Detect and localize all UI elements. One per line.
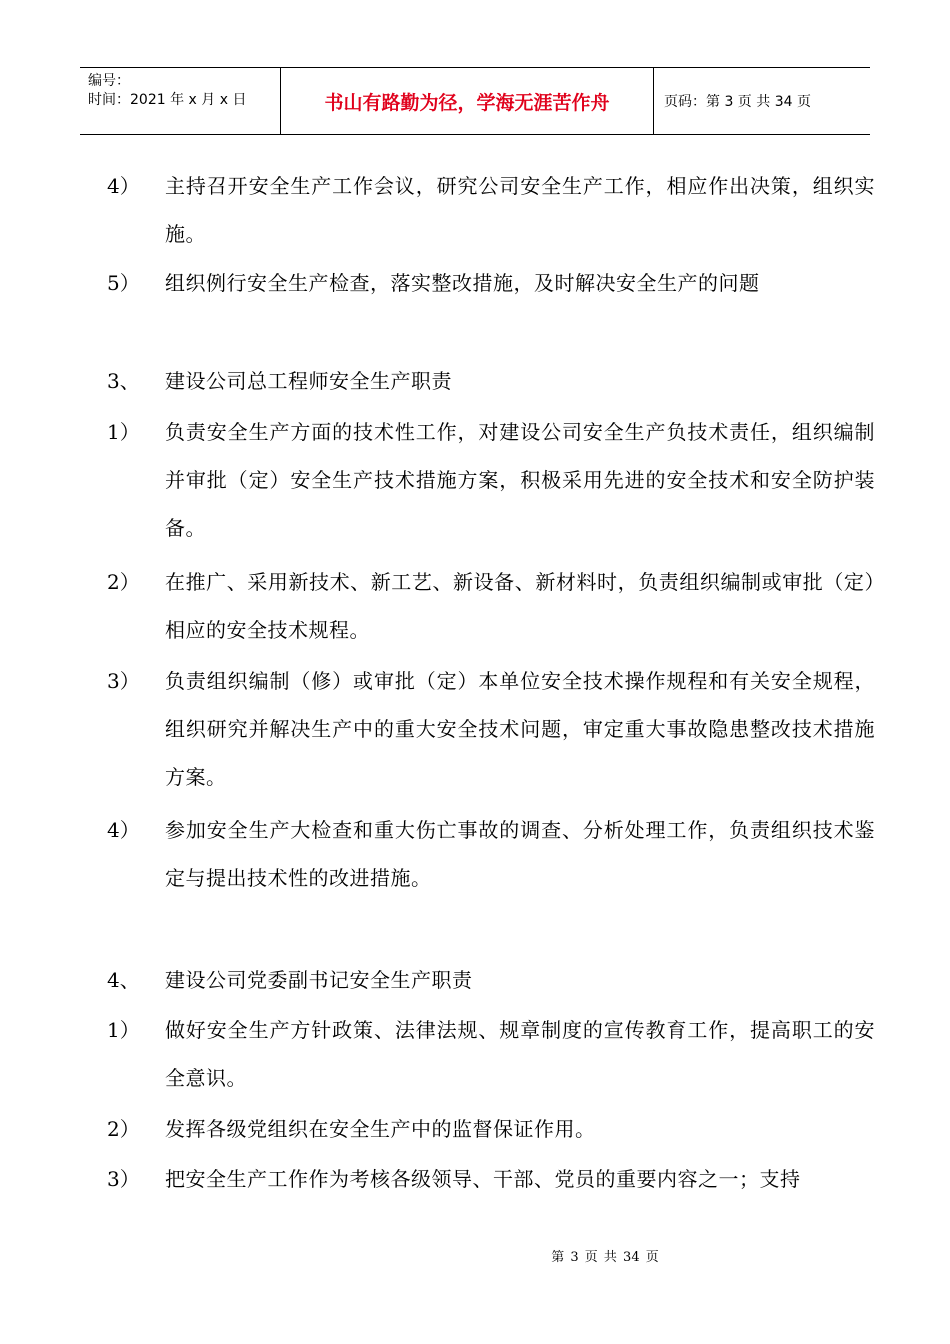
item-text: 负责组织编制（修）或审批（定）本单位安全技术操作规程和有关安全规程，组织研究并解决生产中的重大安全技术问题，审定重大事故隐患整改技术措施方案。: [165, 669, 875, 789]
item-number: 2）: [107, 570, 140, 594]
item-number: 3）: [107, 669, 140, 693]
header-page-info: 页码：第 3 页 共 34 页: [664, 94, 811, 110]
item-number: 1）: [107, 420, 140, 444]
item-text: 做好安全生产方针政策、法律法规、规章制度的宣传教育工作，提高职工的安全意识。: [165, 1018, 875, 1090]
section-number: 3、: [107, 369, 140, 393]
item-text: 把安全生产工作作为考核各级领导、干部、党员的重要内容之一；支持: [165, 1167, 801, 1191]
section-number: 4、: [107, 968, 140, 992]
item-text: 负责安全生产方面的技术性工作，对建设公司安全生产负技术责任，组织编制并审批（定）安全生产技术措施方案，积极采用先进的安全技术和安全防护装备。: [165, 420, 875, 540]
item-number: 3）: [107, 1167, 140, 1191]
item-text: 组织例行安全生产检查，落实整改措施，及时解决安全生产的问题: [165, 271, 760, 295]
header-motto: 书山有路勤为径，学海无涯苦作舟: [280, 68, 654, 134]
item-text: 在推广、采用新技术、新工艺、新设备、新材料时，负责组织编制或审批（定）相应的安全技术规程。: [165, 570, 875, 642]
item-number: 5）: [107, 271, 140, 295]
section-title: 建设公司党委副书记安全生产职责: [165, 968, 473, 992]
item-number: 4）: [107, 174, 140, 198]
header-meta: [80, 68, 280, 134]
page-footer: 第 3 页 共 34 页: [551, 1250, 659, 1265]
page-header: [80, 67, 870, 135]
document-number-label: 编号：: [88, 73, 130, 89]
item-text: 发挥各级党组织在安全生产中的监督保证作用。: [165, 1117, 596, 1141]
item-text: 主持召开安全生产工作会议，研究公司安全生产工作，相应作出决策，组织实施。: [165, 174, 875, 246]
document-date: 时间：2021 年 x 月 x 日: [88, 92, 247, 108]
item-number: 2）: [107, 1117, 140, 1141]
section-title: 建设公司总工程师安全生产职责: [165, 369, 452, 393]
item-number: 1）: [107, 1018, 140, 1042]
item-number: 4）: [107, 818, 140, 842]
item-text: 参加安全生产大检查和重大伤亡事故的调查、分析处理工作，负责组织技术鉴定与提出技术性的改进措施。: [165, 818, 875, 890]
